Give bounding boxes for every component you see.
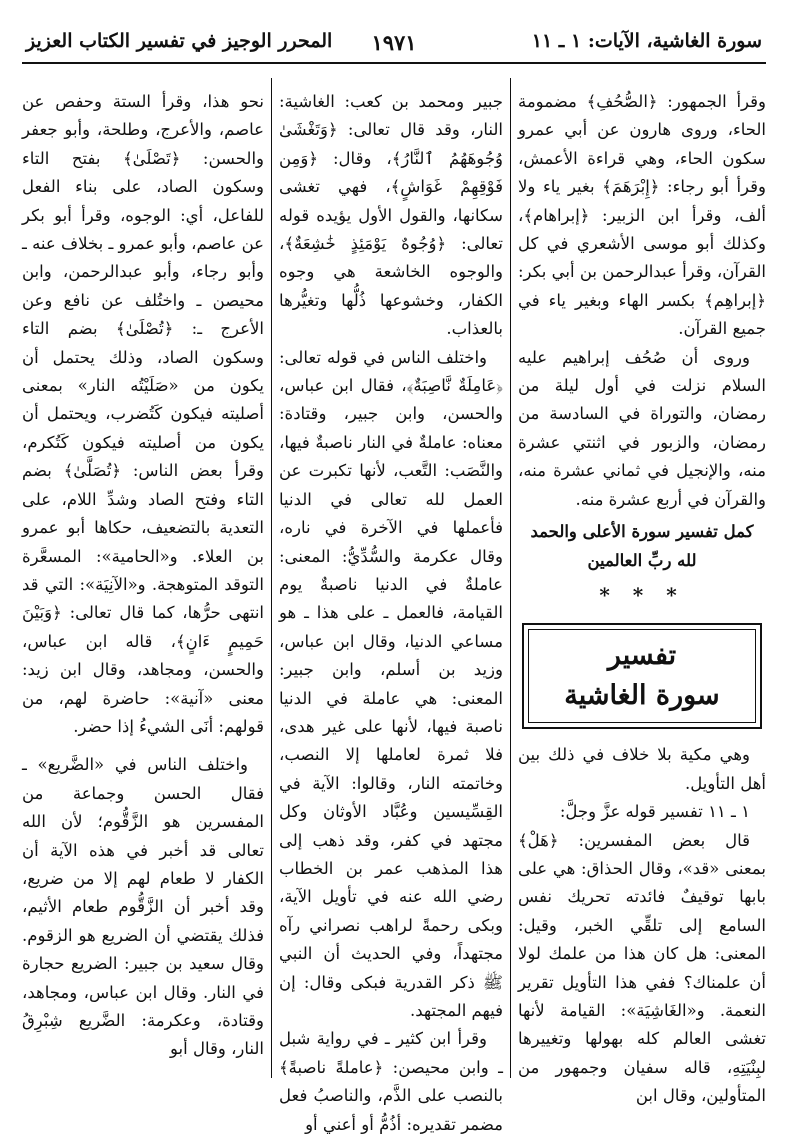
paragraph: وهي مكية بلا خلاف في ذلك بين أهل التأويل. bbox=[518, 745, 766, 793]
column-divider-left bbox=[271, 78, 272, 1078]
surah-title-line1: تفسير bbox=[607, 640, 677, 672]
header-book-title: المحرر الوجيز في تفسير الكتاب العزيز bbox=[26, 30, 333, 52]
section-separator: * * * bbox=[599, 582, 685, 607]
column-middle bbox=[279, 88, 503, 1134]
verse-heading: ١ ـ ١١ تفسير قوله عزَّ وجلَّ: bbox=[559, 802, 750, 822]
column-divider-right bbox=[510, 78, 511, 1078]
paragraph: وروى أن صُحُف إبراهيم عليه السلام نزلت في أول ليلة من رمضان، والتوراة في السادسة من رمضان، والزبور في اثنتي عشرة منه، والإنجيل في ثماني عشرة منه، والقرآن في أربع عشرة منه. bbox=[518, 347, 766, 509]
surah-title-box bbox=[522, 623, 762, 729]
header-rule bbox=[22, 62, 766, 64]
column-left bbox=[22, 88, 264, 1088]
surah-title-line2: سورة الغاشية bbox=[564, 680, 720, 712]
paragraph: وقرأ الجمهور: ﴿الصُّحُفِ﴾ مضمومة الحاء، وروى هارون عن أبي عمرو سكون الحاء، وهي قراءة الأعمش، وقرأ أبو رجاء: ﴿إِبْرَهَمَ﴾ بغير ياء ولا ألف، وقرأ ابن الزبير: ﴿إبراهام﴾، وكذلك أبو موسى الأشعري في كل القرآن، وقرأ عبدالرحمن بن أبي بكر: ﴿إبراهِم﴾ بكسر الهاء وبغير ياء في جميع القرآن. bbox=[518, 92, 766, 339]
surah-closing: كمل تفسير سورة الأعلى والحمد لله ربِّ العالمين bbox=[530, 522, 754, 570]
paragraph: قال بعض المفسرين: ﴿هَلْ﴾ بمعنى «قد»، وقال الحذاق: هي على بابها توقيفٌ فائدته تحريك نفس السامع إلى تلقِّي الخبر، وقيل: المعنى: هل كان هذا من علمك لولا أن علمناك؟ ففي هذا التأويل تقرير النعمة. و«الغَاشِيَة»: القيامة لأنها تغشى العالم كله بهولها وتغييرها لبِنْيَتِهِ، قاله سفيان وجمهور من المتأولين، وقال ابن bbox=[518, 830, 766, 1106]
paragraph: جبير ومحمد بن كعب: الغاشية: النار، وقد قال تعالى: ﴿وَتَغْشَىٰ وُجُوهَهُمُ ٱلنَّارُ﴾، وقال: ﴿وَمِن فَوْقِهِمْ غَوَاشٍ﴾، فهي تغشى سكانها، والقول الأول يؤيده قوله تعالى: ﴿وُجُوهٌ يَوْمَئِذٍ خَٰشِعَةٌ﴾، والوجوه الخاشعة هي وجوه الكفار، وخشوعها ذُلُّها وتغيُّرها بالعذاب. bbox=[279, 92, 503, 339]
paragraph: نحو هذا، وقرأ الستة وحفص عن عاصم، والأعرج، وطلحة، وأبو جعفر والحسن: ﴿تَصْلَىٰ﴾ بفتح التاء وسكون الصاد، على بناء الفعل للفاعل، أي: الوجوه، وقرأ أبو بكر عن عاصم، وأبو عمرو ـ بخلاف عنه ـ وأبو رجاء، وأبو عبدالرحمن، وابن محيصن ـ واختُلف عن نافع وعن الأعرج ـ: ﴿تُصْلَىٰ﴾ بضم التاء وسكون الصاد، وذلك يحتمل أن يكون من «صَلَيْتُه النار» بمعنى أصليته فيكون كَتُضرب، ويحتمل أن يكون من أصليته فيكون كَتُكرم، وقرأ بعض الناس: ﴿تُصَلَّىٰ﴾ بضم التاء وفتح الصاد وشدِّ اللام، على التعدية بالتضعيف، حكاها أبو عمرو بن العلاء. و«الحامية»: المسعَّرة التوقد المتوهجة. و«الآنِيَة»: التي قد انتهى حرُّها، كما قال تعالى: ﴿وَبَيْنَ حَمِيمٍ ءَانٍ﴾، قاله ابن عباس، والحسن، ومجاهد، وقال ابن زيد: معنى «آنية»: حاضرة لهم، من قولهم: أنَى الشيءُ إذا حضر. bbox=[22, 92, 264, 736]
surah-title bbox=[528, 629, 756, 723]
paragraph: واختلف الناس في «الضَّريع» ـ فقال الحسن وجماعة من المفسرين هو الزَّقُّوم؛ لأن الله تعالى قد أخبر في هذه الآية أن الكفار لا طعام لهم إلا من ضريع، وقد أخبر أن الزَّقُّوم طعام الأثيم، فذلك يقتضي أن الضريع هو الزقوم. وقال سعيد بن جبير: الضريع حجارة في النار. وقال ابن عباس، ومجاهد، وقتادة، وعكرمة: الضَّريع شِبْرِقُ النار، وقال أبو bbox=[22, 755, 264, 1059]
paragraph: وقرأ ابن كثير ـ في رواية شبل ـ وابن محيصن: ﴿عاملةً ناصبةً﴾ بالنصب على الذَّم، والناصبُ فعل مضمر تقديره: أذُمُّ أو أعني أو bbox=[279, 1029, 503, 1134]
page-number: ١٩٧١ bbox=[371, 30, 417, 55]
page-header bbox=[22, 30, 766, 62]
column-right bbox=[518, 88, 766, 1106]
paragraph: واختلف الناس في قوله تعالى: ﴿عَامِلَةٌ نَّاصِبَةٌ﴾، فقال ابن عباس، والحسن، وابن جبير، وقتادة: معناه: عاملةٌ في النار ناصبةٌ فيها، والنَّصَب: التَّعب، لأنها تكبرت عن العمل لله تعالى في الدنيا فأعملها في الآخرة في ناره، وقال عكرمة والسُّدِّيُّ: المعنى: عاملةٌ في الدنيا ناصبةٌ يوم القيامة، فالعمل ـ على هذا ـ هو مساعي الدنيا، وقال ابن عباس، وزيد بن أسلم، وابن جبير: المعنى: هي عاملة في الدنيا ناصبة فيها، لأنها على غير هدى، فلا ثمرة لعاملها إلا النصب، وخاتمته النار، وقالوا: الآية في القِسِّيسين وعُبَّاد الأوثان وكل مجتهد في كفر، وقد ذهب إلى هذا المذهب عمر بن الخطاب رضي الله عنه في تأويل الآية، وبكى رحمةً لراهب نصراني رآه مجتهداً، وفي الحديث أن النبي ﷺ ذكر القدرية فبكى وقال: إن فيهم المجتهد. bbox=[279, 347, 503, 1020]
header-surah-verses: سورة الغاشية، الآيات: ١ ـ ١١ bbox=[531, 30, 762, 52]
